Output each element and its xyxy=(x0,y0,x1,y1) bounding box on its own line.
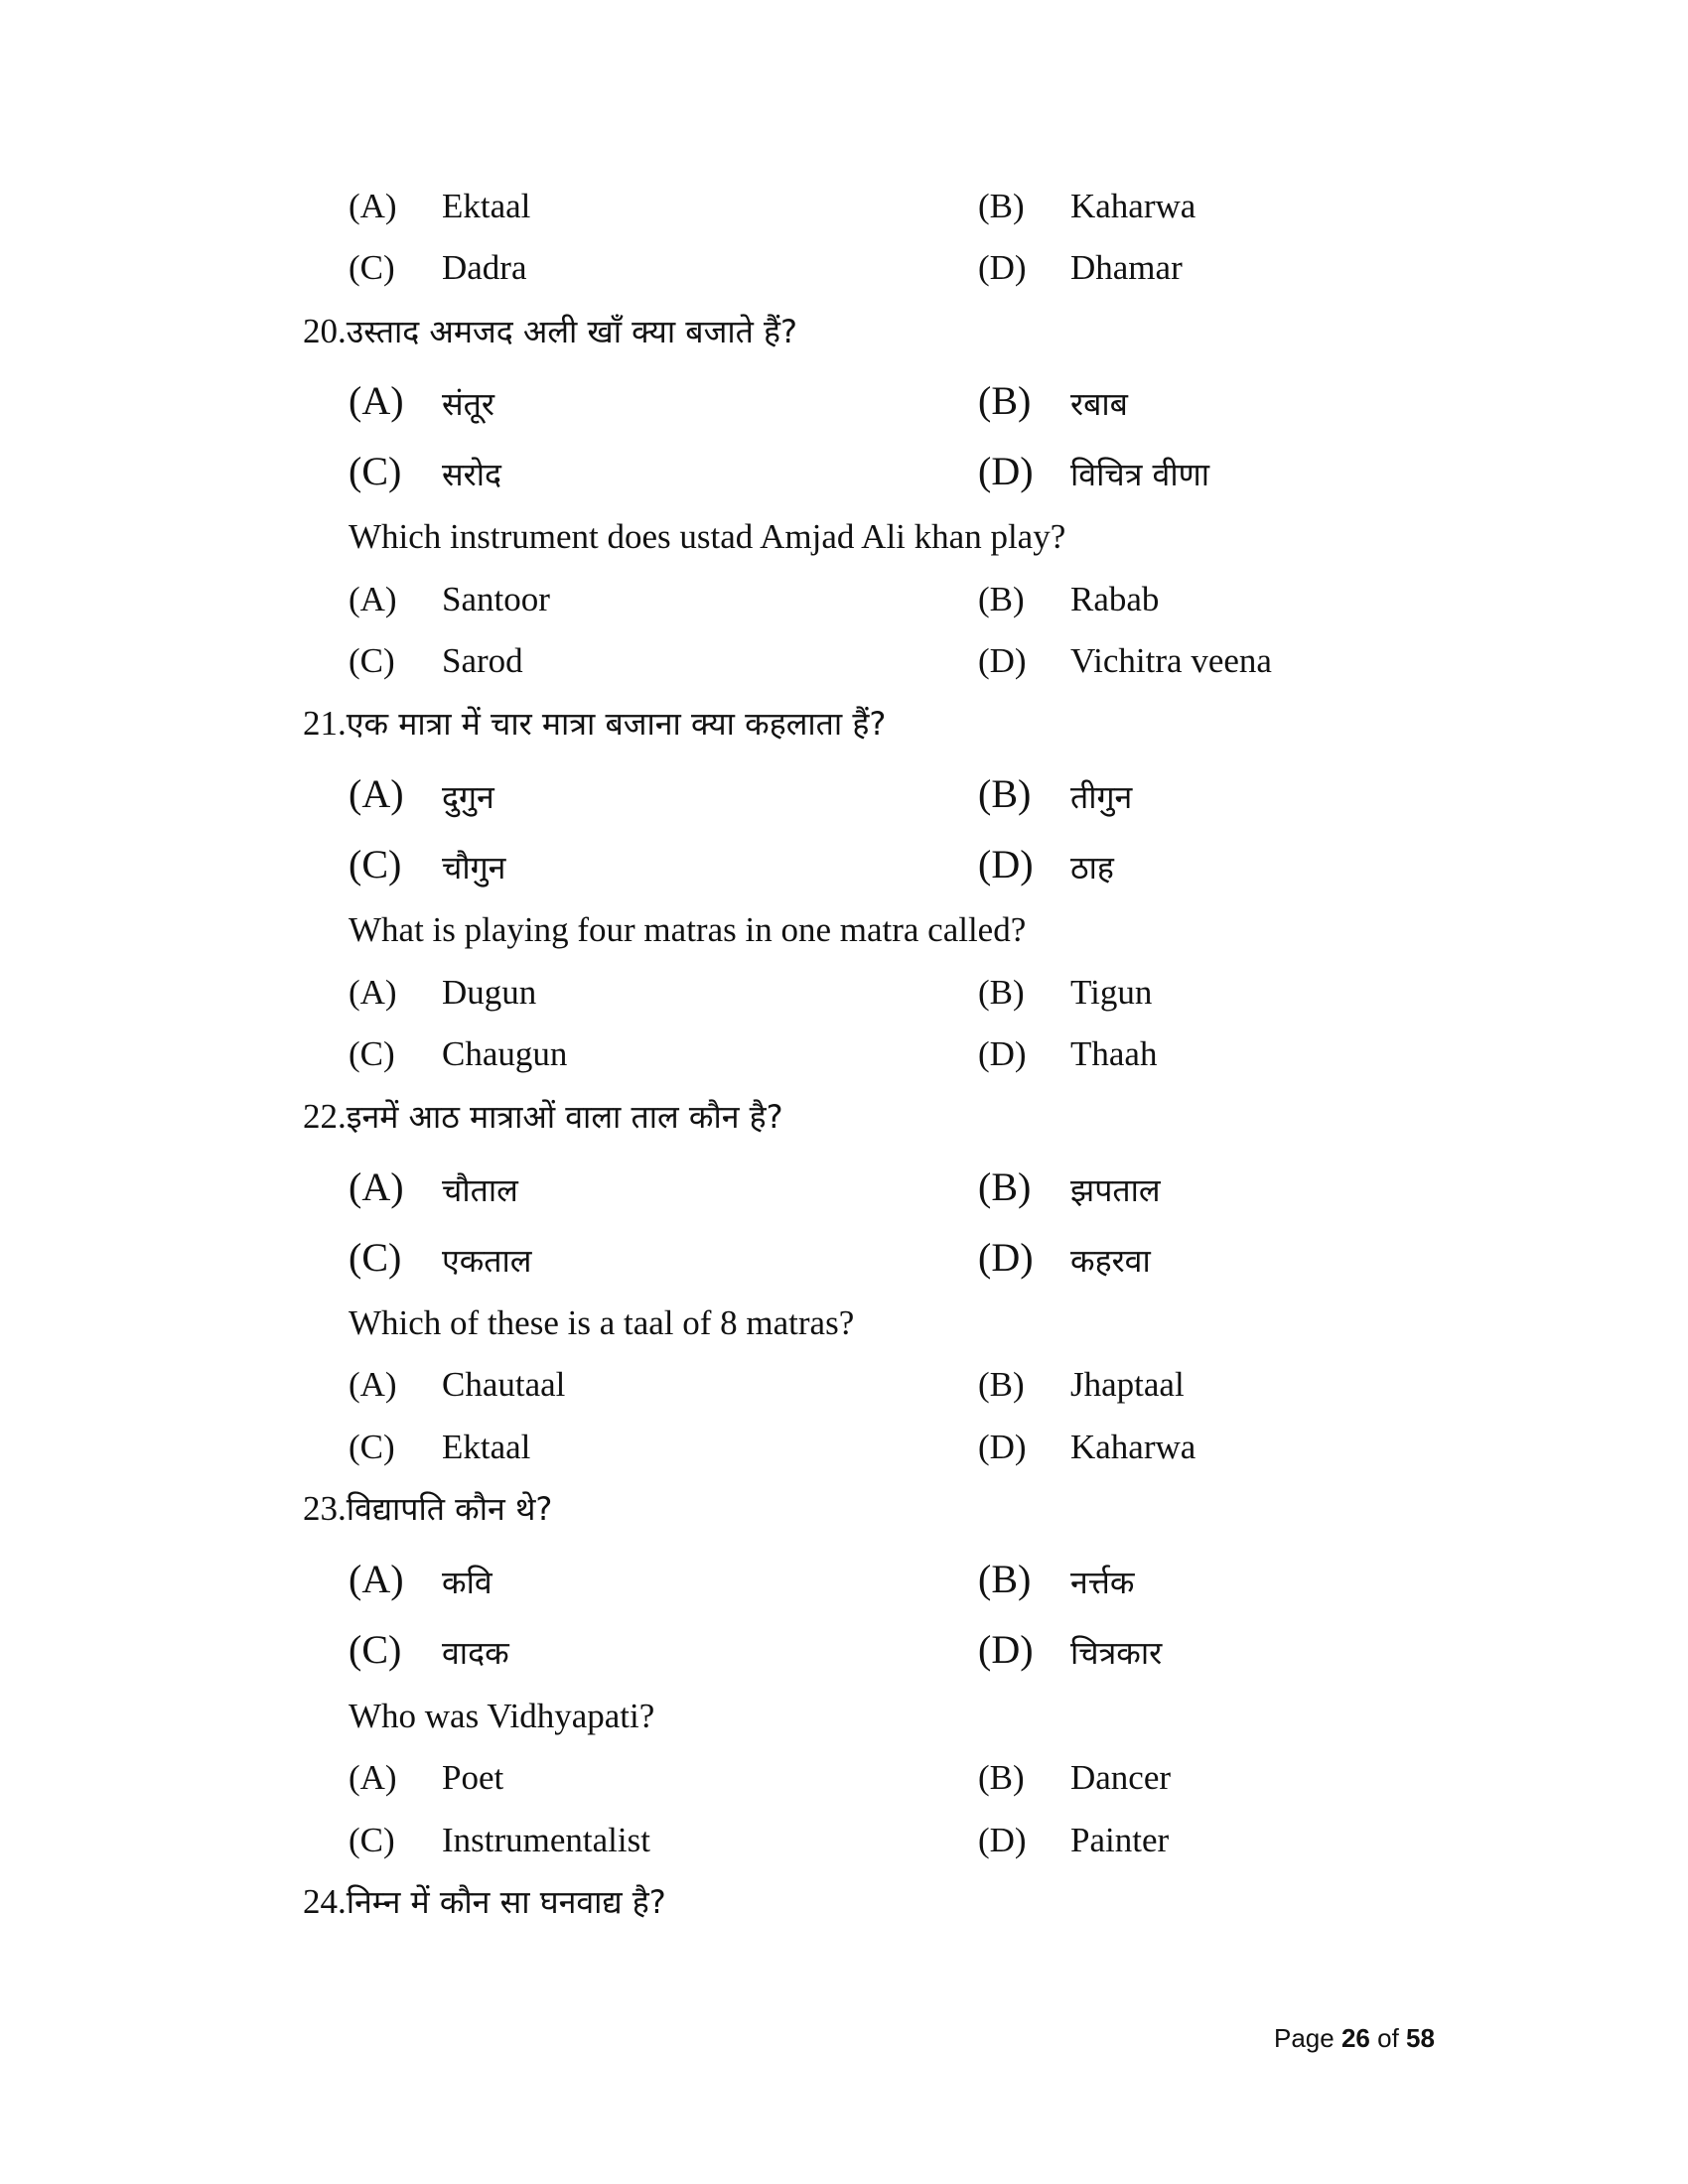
option-label: (D) xyxy=(978,641,1027,680)
option-label: (B) xyxy=(978,378,1032,423)
option-text: Chaugun xyxy=(442,1034,568,1073)
option-text: Tigun xyxy=(1070,973,1153,1012)
option-label: (C) xyxy=(349,641,395,680)
question-text-english: What is playing four matras in one matra called? xyxy=(349,910,1027,949)
page-total: 58 xyxy=(1406,2023,1435,2053)
option-text: Poet xyxy=(442,1758,504,1797)
option-text: Dancer xyxy=(1070,1758,1172,1797)
option-label: (C) xyxy=(349,1821,395,1859)
question-heading xyxy=(303,1095,783,1138)
option-text: Kaharwa xyxy=(1070,187,1196,225)
option-label: (D) xyxy=(978,1235,1034,1280)
option-label: (B) xyxy=(978,187,1025,225)
option-label: (C) xyxy=(349,248,395,287)
question-text-english: Which instrument does ustad Amjad Ali khan play? xyxy=(349,517,1066,556)
option-text: Dhamar xyxy=(1070,248,1183,287)
option-text: Santoor xyxy=(442,580,550,618)
option-text-hindi: संतूर xyxy=(442,385,494,423)
question-number: 23. xyxy=(303,1489,347,1528)
question-number: 21. xyxy=(303,704,347,743)
option-label: (B) xyxy=(978,1557,1032,1601)
option-text-hindi: चौताल xyxy=(442,1171,518,1209)
option-text-hindi: वादक xyxy=(442,1634,509,1672)
question-text-hindi: विद्यापति कौन थे? xyxy=(346,1490,553,1528)
option-text: Painter xyxy=(1070,1821,1170,1859)
option-text-hindi: चित्रकार xyxy=(1070,1634,1163,1672)
option-text-hindi: ठाह xyxy=(1070,849,1114,887)
option-text: Dugun xyxy=(442,973,537,1012)
option-text: Rabab xyxy=(1070,580,1160,618)
option-label: (D) xyxy=(978,1034,1027,1073)
option-text: Vichitra veena xyxy=(1070,641,1272,680)
option-label: (A) xyxy=(349,378,404,423)
option-label: (A) xyxy=(349,973,397,1012)
option-text-hindi: तीगुन xyxy=(1070,778,1133,816)
option-text: Ektaal xyxy=(442,1428,531,1466)
option-label: (A) xyxy=(349,187,397,225)
option-text-hindi: झपताल xyxy=(1070,1171,1161,1209)
option-text-hindi: कहरवा xyxy=(1070,1242,1151,1280)
option-label: (B) xyxy=(978,1164,1032,1209)
option-label: (A) xyxy=(349,580,397,618)
question-heading xyxy=(303,702,886,745)
option-label: (C) xyxy=(349,1428,395,1466)
option-text: Instrumentalist xyxy=(442,1821,650,1859)
page-word: Page xyxy=(1274,2023,1335,2053)
option-label: (B) xyxy=(978,771,1032,816)
option-text: Kaharwa xyxy=(1070,1428,1196,1466)
option-label: (D) xyxy=(978,842,1034,887)
question-text-hindi: इनमें आठ मात्राओं वाला ताल कौन है? xyxy=(346,1098,783,1136)
of-word: of xyxy=(1377,2023,1399,2053)
option-text-hindi: नर्त्तक xyxy=(1070,1564,1135,1601)
option-label: (A) xyxy=(349,1365,397,1404)
option-label: (C) xyxy=(349,449,402,493)
option-label: (C) xyxy=(349,1235,402,1280)
option-text-hindi: चौगुन xyxy=(442,849,506,887)
question-number: 22. xyxy=(303,1097,347,1136)
option-text: Dadra xyxy=(442,248,527,287)
option-label: (B) xyxy=(978,973,1025,1012)
option-text: Jhaptaal xyxy=(1070,1365,1185,1404)
option-text-hindi: विचित्र वीणा xyxy=(1070,456,1210,493)
question-text-hindi: एक मात्रा में चार मात्रा बजाना क्या कहलाता हैं? xyxy=(346,705,887,743)
question-number: 24. xyxy=(303,1882,347,1921)
option-label: (D) xyxy=(978,1821,1027,1859)
option-label: (D) xyxy=(978,248,1027,287)
option-label: (A) xyxy=(349,1758,397,1797)
option-label: (B) xyxy=(978,1365,1025,1404)
option-label: (A) xyxy=(349,1557,404,1601)
option-text-hindi: रबाब xyxy=(1070,385,1128,423)
option-label: (D) xyxy=(978,1428,1027,1466)
question-number: 20. xyxy=(303,312,347,350)
question-text-english: Who was Vidhyapati? xyxy=(349,1697,655,1735)
option-label: (B) xyxy=(978,1758,1025,1797)
option-text-hindi: सरोद xyxy=(442,456,502,493)
option-text: Sarod xyxy=(442,641,523,680)
option-label: (D) xyxy=(978,449,1034,493)
question-heading xyxy=(303,310,797,352)
option-label: (D) xyxy=(978,1627,1034,1672)
option-label: (B) xyxy=(978,580,1025,618)
option-text: Thaah xyxy=(1070,1034,1158,1073)
option-text-hindi: कवि xyxy=(442,1564,492,1601)
option-label: (A) xyxy=(349,771,404,816)
option-text-hindi: दुगुन xyxy=(442,778,494,816)
option-label: (A) xyxy=(349,1164,404,1209)
question-text-hindi: उस्ताद अमजद अली खाँ क्या बजाते हैं? xyxy=(346,313,797,350)
question-text-english: Which of these is a taal of 8 matras? xyxy=(349,1303,855,1342)
question-heading xyxy=(303,1487,552,1530)
question-heading xyxy=(303,1880,666,1923)
option-text: Ektaal xyxy=(442,187,531,225)
option-text-hindi: एकताल xyxy=(442,1242,532,1280)
question-text-hindi: निम्न में कौन सा घनवाद्य है? xyxy=(346,1883,666,1921)
option-text: Chautaal xyxy=(442,1365,566,1404)
page-number xyxy=(1274,2023,1435,2054)
page-current: 26 xyxy=(1340,2023,1370,2053)
option-label: (C) xyxy=(349,1034,395,1073)
option-label: (C) xyxy=(349,1627,402,1672)
option-label: (C) xyxy=(349,842,402,887)
